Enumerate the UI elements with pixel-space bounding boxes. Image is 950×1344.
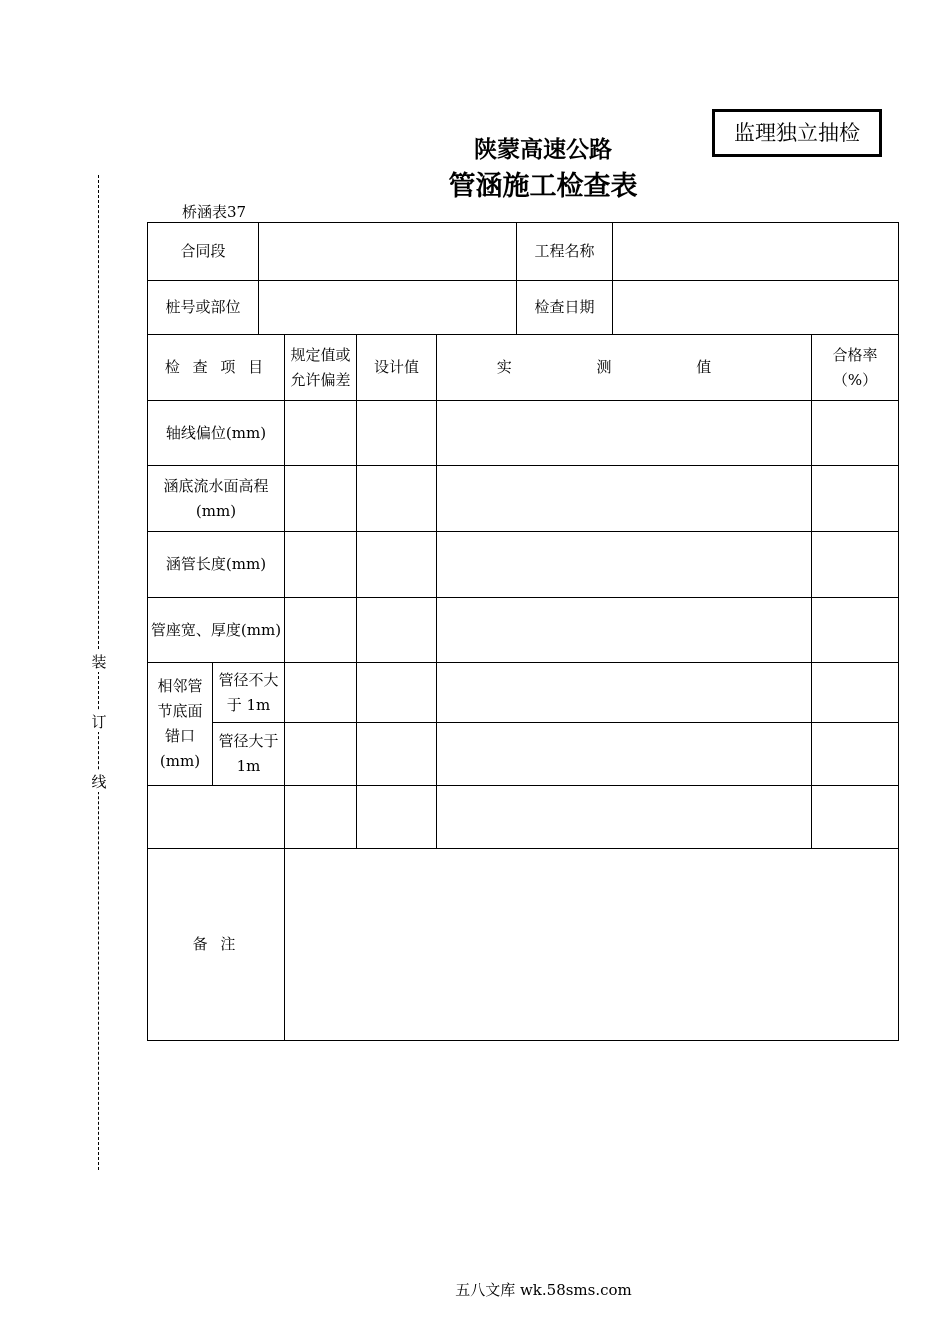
cell-pass-rate[interactable] — [812, 466, 899, 532]
contract-field[interactable] — [259, 223, 517, 281]
cell-measured[interactable] — [437, 466, 812, 532]
cell-pass-rate[interactable] — [812, 401, 899, 466]
cell-tolerance[interactable] — [285, 786, 357, 849]
binding-char-xian: 线 — [91, 773, 107, 791]
cell-measured[interactable] — [437, 401, 812, 466]
item-diameter-gt-1m — [213, 723, 285, 786]
cell-tolerance[interactable] — [285, 723, 357, 786]
item-diameter-gt-line2: 1m — [236, 757, 261, 775]
check-date-field[interactable] — [613, 281, 899, 335]
cell-design[interactable] — [357, 723, 437, 786]
cell-design[interactable] — [357, 401, 437, 466]
cell-measured[interactable] — [437, 723, 812, 786]
col-measured: 实 测 值 — [437, 335, 812, 401]
col-tolerance — [285, 335, 357, 401]
item-adjacent-line4: (mm) — [159, 752, 201, 770]
page-title-line1: 陕蒙高速公路 — [474, 137, 612, 163]
remarks-row — [148, 849, 899, 1041]
cell-tolerance[interactable] — [285, 401, 357, 466]
table-row-axis-offset — [148, 401, 899, 466]
cell-design[interactable] — [357, 663, 437, 723]
footer-watermark: 五八文库 wk.58sms.com — [455, 1281, 632, 1299]
col-pass-rate-line2: （%） — [832, 370, 878, 389]
cell-design[interactable] — [357, 786, 437, 849]
project-name-field[interactable] — [613, 223, 899, 281]
table-row-seat — [148, 598, 899, 663]
col-tolerance-line1: 规定值或 — [290, 345, 351, 364]
table-row-blank — [148, 786, 899, 849]
table-row-pipe-length — [148, 532, 899, 598]
cell-pass-rate[interactable] — [812, 598, 899, 663]
item-adjacent-line3: 错口 — [164, 727, 195, 745]
contract-label: 合同段 — [148, 223, 259, 281]
project-name-label: 工程名称 — [517, 223, 613, 281]
cell-measured[interactable] — [437, 663, 812, 723]
item-diameter-gt-line1: 管径大于 — [218, 732, 279, 750]
item-flow-elevation — [148, 466, 285, 532]
cell-tolerance[interactable] — [285, 532, 357, 598]
inspection-table — [147, 222, 899, 1041]
cell-tolerance[interactable] — [285, 466, 357, 532]
cell-tolerance[interactable] — [285, 663, 357, 723]
station-label: 桩号或部位 — [148, 281, 259, 335]
item-adjacent-line2: 节底面 — [157, 702, 203, 720]
form-code: 桥涵表37 — [182, 203, 247, 221]
station-row — [148, 281, 899, 335]
check-date-label: 检查日期 — [517, 281, 613, 335]
cell-measured[interactable] — [437, 786, 812, 849]
cell-design[interactable] — [357, 532, 437, 598]
cell-pass-rate[interactable] — [812, 723, 899, 786]
cell-tolerance[interactable] — [285, 598, 357, 663]
cell-design[interactable] — [357, 466, 437, 532]
col-design: 设计值 — [357, 335, 437, 401]
cell-pass-rate[interactable] — [812, 532, 899, 598]
station-field[interactable] — [259, 281, 517, 335]
item-pipe-length: 涵管长度(mm) — [148, 532, 285, 598]
table-row-diameter-gt-1m — [148, 723, 899, 786]
cell-measured[interactable] — [437, 598, 812, 663]
table-row-flow-elevation — [148, 466, 899, 532]
item-diameter-le-1m — [213, 663, 285, 723]
item-flow-elevation-line1: 涵底流水面高程 — [163, 476, 269, 495]
item-axis-offset: 轴线偏位(mm) — [148, 401, 285, 466]
cell-pass-rate[interactable] — [812, 786, 899, 849]
item-adjacent-line1: 相邻管 — [157, 677, 203, 695]
binding-char-zhuang: 装 — [91, 653, 107, 671]
column-header-row — [148, 335, 899, 401]
col-pass-rate — [812, 335, 899, 401]
col-pass-rate-line1: 合格率 — [832, 345, 878, 364]
item-diameter-le-line1: 管径不大 — [218, 670, 279, 689]
contract-row — [148, 223, 899, 281]
cell-measured[interactable] — [437, 532, 812, 598]
item-adjacent-joint — [148, 663, 213, 786]
col-tolerance-line2: 允许偏差 — [290, 370, 351, 389]
item-seat: 管座宽、厚度(mm) — [148, 598, 285, 663]
cell-pass-rate[interactable] — [812, 663, 899, 723]
item-blank[interactable] — [148, 786, 285, 849]
cell-design[interactable] — [357, 598, 437, 663]
remarks-label: 备 注 — [148, 849, 285, 1041]
col-item: 检 查 项 目 — [148, 335, 285, 401]
item-diameter-le-line2: 于 1m — [226, 695, 271, 714]
binding-char-ding: 订 — [91, 713, 107, 731]
item-flow-elevation-line2: (mm) — [195, 501, 237, 520]
page-title-line2: 管涵施工检查表 — [448, 171, 638, 202]
table-row-diameter-le-1m — [148, 663, 899, 723]
supervision-stamp: 监理独立抽检 — [712, 109, 882, 157]
binding-line — [98, 175, 99, 1170]
remarks-field[interactable] — [285, 849, 899, 1041]
